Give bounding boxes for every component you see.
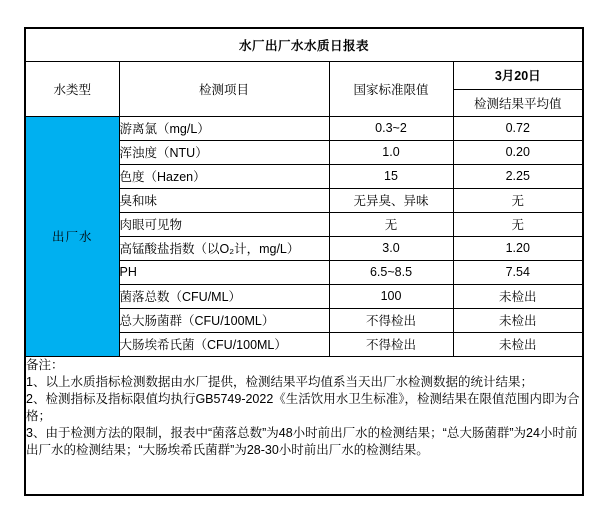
item-cell: 大肠埃希氏菌（CFU/100ML） — [119, 332, 329, 356]
report-table — [24, 27, 584, 496]
standard-cell: 无 — [329, 212, 453, 236]
column-header-item: 检测项目 — [119, 61, 329, 116]
standard-cell: 6.5~8.5 — [329, 260, 453, 284]
result-cell: 2.25 — [453, 164, 583, 188]
header-row — [25, 61, 583, 89]
result-cell: 7.54 — [453, 260, 583, 284]
notes-row — [25, 356, 583, 495]
standard-cell: 1.0 — [329, 140, 453, 164]
standard-cell: 3.0 — [329, 236, 453, 260]
notes-list — [26, 374, 582, 459]
column-header-water-type: 水类型 — [25, 61, 119, 116]
result-cell: 1.20 — [453, 236, 583, 260]
note-line: 1、以上水质指标检测数据由水厂提供，检测结果平均值系当天出厂水检测数据的统计结果； — [26, 374, 533, 389]
standard-cell: 不得检出 — [329, 308, 453, 332]
item-cell: 菌落总数（CFU/ML） — [119, 284, 329, 308]
column-header-standard: 国家标准限值 — [329, 61, 453, 116]
table-row — [25, 116, 583, 140]
result-cell: 未检出 — [453, 308, 583, 332]
report-table-body — [25, 116, 583, 356]
item-cell: 浑浊度（NTU） — [119, 140, 329, 164]
title-row — [25, 28, 583, 61]
result-cell: 0.72 — [453, 116, 583, 140]
standard-cell: 0.3~2 — [329, 116, 453, 140]
water-quality-report — [24, 27, 584, 496]
result-cell: 无 — [453, 212, 583, 236]
notes-cell — [25, 356, 583, 495]
result-cell: 无 — [453, 188, 583, 212]
standard-cell: 不得检出 — [329, 332, 453, 356]
notes-label: 备注： — [26, 357, 64, 372]
note-line: 3、由于检测方法的限制，报表中“菌落总数”为48小时前出厂水的检测结果；“总大肠菌群”为24小时前出厂水的检测结果；“大肠埃希氏菌群”为28-30小时前出厂水的检测结果。 — [26, 425, 578, 457]
item-cell: 肉眼可见物 — [119, 212, 329, 236]
water-type-cell: 出厂水 — [25, 116, 119, 356]
standard-cell: 无异臭、异味 — [329, 188, 453, 212]
item-cell: 臭和味 — [119, 188, 329, 212]
result-cell: 0.20 — [453, 140, 583, 164]
item-cell: 高锰酸盐指数（以O₂计，mg/L） — [119, 236, 329, 260]
item-cell: 游离氯（mg/L） — [119, 116, 329, 140]
item-cell: 色度（Hazen） — [119, 164, 329, 188]
item-cell: PH — [119, 260, 329, 284]
result-cell: 未检出 — [453, 332, 583, 356]
result-cell: 未检出 — [453, 284, 583, 308]
column-header-date: 3月20日 — [453, 61, 583, 89]
report-title: 水厂出厂水水质日报表 — [25, 28, 583, 61]
column-header-result: 检测结果平均值 — [453, 89, 583, 116]
standard-cell: 15 — [329, 164, 453, 188]
standard-cell: 100 — [329, 284, 453, 308]
note-line: 2、检测指标及指标限值均执行GB5749-2022《生活饮用水卫生标准》，检测结果在限值范围内即为合格； — [26, 391, 580, 423]
item-cell: 总大肠菌群（CFU/100ML） — [119, 308, 329, 332]
